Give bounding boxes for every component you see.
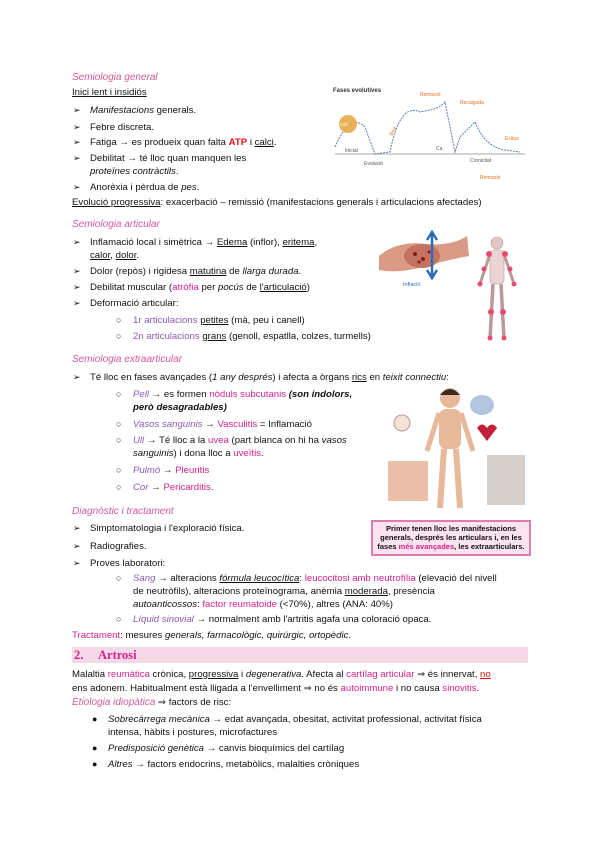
section-title-semiologia-articular: Semiologia articular [72, 219, 160, 230]
joint-swelling [404, 244, 440, 268]
list-item: ➢ Té lloc en fases avançades (1 any després) i afecta a òrgans rics en teixit connectiu: [73, 372, 449, 383]
tractament-line: Tractament: mesures generals, farmacològic, quirúrgic, ortopèdic. [72, 630, 352, 641]
curve [335, 102, 520, 154]
diagram-label: Cronicitat [470, 158, 492, 164]
image-caption: Inflació [403, 282, 421, 288]
torso [439, 409, 461, 449]
note-box: Primer tenen lloc les manifestacions generals, després les articulars i, en les fases més avançades, les extraarticulars. [371, 520, 531, 556]
joint-xray-image [487, 455, 525, 505]
diagram-label: Remissió [420, 92, 441, 98]
artrosi-paragraph: Malaltia reumàtica crònica, progressiva i degenerativa. Afecta al cartílag articular ⇒ és innervat, no ens adonem. Habitualment està lligada a l'envelliment ⇒ no és autoimmune i no causa sinovitis. [72, 669, 491, 694]
list-item: ➢ Debilitat → té lloc quan manquen les proteïnes contràctils. [73, 153, 247, 177]
sub-item-liquid: ○ Líquid sinovial → normalment amb l'artritis agafa una coloració opaca. [116, 614, 432, 625]
list-item: ➢ Manifestacions generals. [73, 105, 197, 116]
diagram-label: Ca [436, 146, 443, 152]
diagram-label: Inici [340, 122, 349, 127]
diagram-label: Brot [388, 126, 399, 137]
diagram-label: Exitus [505, 136, 519, 142]
evolucio-line: Evolució progressiva: exacerbació – remissió (manifestacions generals i articulacions afectades) [72, 197, 482, 208]
factor-item: ● Predisposició genètica → canvis bioquímics del cartílag [92, 743, 345, 754]
list-item: ➢ Febre discreta. [73, 122, 154, 133]
sub-item-pulmo: ○ Pulmó → Pleuritis [116, 465, 210, 476]
fases-evolutives-diagram [330, 82, 530, 187]
inici-label: Inici lent i insidiós [72, 87, 147, 98]
list-item: ➢ Fatiga → es produeix quan falta ATP i calci. [73, 137, 277, 148]
sub-item: ○ 1r articulacions petites (mà, peu i canell) [116, 315, 305, 326]
section-title-semiologia-general: Semiologia general [72, 72, 158, 83]
section-title-diagnostic: Diagnòstic i tractament [72, 506, 174, 517]
skeleton-figure-image [475, 234, 520, 346]
sub-item-sang: ○ Sang → alteracions fórmula leucocítica: leucocitosi amb neutrofília (elevació del nivell de neutròfils), alteracions proteïnograma, anèmia moderada, presència autoanticossos: factor reumatoide (<70%), altres (ANA: 40%) [116, 573, 497, 610]
diagram-label: Remissió [480, 175, 501, 181]
body-organs-image [382, 383, 532, 513]
diagram-label: Inicial [345, 148, 358, 154]
list-item: ➢ Dolor (repòs) i rigidesa matutina de llarga durada. [73, 266, 302, 277]
diagram-label: Evolució [364, 161, 383, 167]
diagram-label: Recaiguda [460, 100, 484, 106]
list-item: ➢ Simptomatologia i l'exploració física. [73, 523, 245, 534]
sub-item-vasos: ○ Vasos sanguinis → Vasculitis = Inflamació [116, 419, 312, 430]
etiologia-line: Etiologia idiopàtica ⇒ factors de risc: [72, 697, 232, 708]
sub-item: ○ 2n articulacions grans (genoll, espatlla, colzes, turmells) [116, 331, 371, 342]
lungs-icon [470, 395, 494, 415]
section-heading-artrosi: 2. Artrosi [72, 647, 528, 663]
diagram-title: Fases evolutives [333, 88, 382, 94]
inflamed-finger-image [377, 226, 469, 288]
list-item: ➢ Debilitat muscular (atròfia per pocús de l'articulació) [73, 282, 310, 293]
sub-item-ull: ○ Ull → Té lloc a la uvea (part blanca on hi ha vasos sanguinis) i dona lloc a uveïtis. [116, 435, 347, 459]
list-item: ➢ Anorèxia i pèrdua de pes. [73, 182, 200, 193]
hand-image [388, 461, 428, 501]
sub-item-pell: ○ Pell → es formen nòduls subcutanis (son indolors, però desagradables) [116, 389, 353, 413]
factor-item: ● Altres → factors endocrins, metabòlics, malalties cròniques [92, 759, 360, 770]
sub-item-cor: ○ Cor → Pericarditis. [116, 482, 214, 493]
list-item: ➢ Proves laboratori: [73, 558, 166, 569]
list-item: ➢ Radiografies. [73, 541, 147, 552]
list-item: ➢ Inflamació local i simètrica → Edema (inflor), eritema, calor, dolor. [73, 237, 318, 261]
list-item: ➢ Deformació articular: [73, 298, 179, 309]
factor-item: ● Sobrecàrrega mecànica → edat avançada, obesitat, activitat professional, activitat física intensa, hàbits i postures, microfactures [92, 714, 482, 738]
section-title-semiologia-extraarticular: Semiologia extraarticular [72, 354, 183, 365]
